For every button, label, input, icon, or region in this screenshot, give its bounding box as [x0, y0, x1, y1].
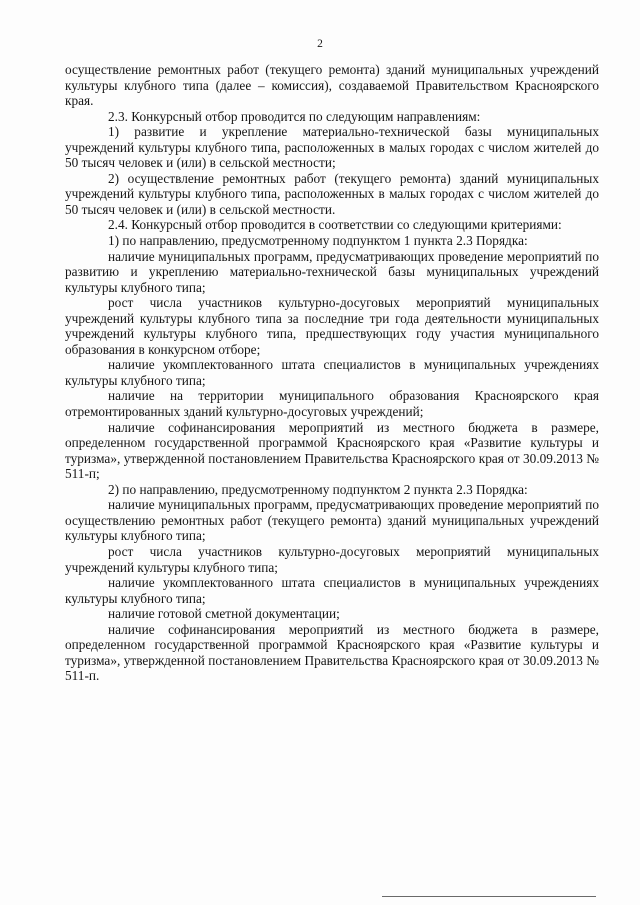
- page-number: 2: [317, 38, 323, 50]
- list-item: 2) осуществление ремонтных работ (текущего ремонта) зданий муниципальных учреждений культуры клубного типа, расположенных в малых городах с числом жителей до 50 тысяч человек и (или) в сельской местности.: [65, 170, 599, 217]
- list-item: 1) по направлению, предусмотренному подпунктом 1 пункта 2.3 Порядка:: [108, 233, 528, 249]
- criterion-item: наличие укомплектованного штата специалистов в муниципальных учреждениях культуры клубного типа;: [65, 575, 599, 606]
- criterion-item: рост числа участников культурно-досуговых мероприятий муниципальных учреждений культуры клубного типа за последние три года деятельности муниципальных учреждений культуры клубного типа, предшествующих году участия муниципального образования в конкурсном отборе;: [65, 295, 599, 357]
- criterion-item: рост числа участников культурно-досуговых мероприятий муниципальных учреждений культуры клубного типа;: [65, 543, 599, 575]
- footer-divider: [382, 896, 596, 897]
- section-heading-2-3: 2.3. Конкурсный отбор проводится по следующим направлениям:: [108, 108, 481, 124]
- list-item: 1) развитие и укрепление материально-технической базы муниципальных учреждений культуры клубного типа, расположенных в малых городах с числом жителей до 50 тысяч человек и (или) в сельской местности;: [65, 124, 599, 171]
- paragraph: осуществление ремонтных работ (текущего ремонта) зданий муниципальных учреждений культуры клубного типа (далее – комиссия), создаваемой Правительством Красноярского края.: [65, 62, 599, 109]
- criterion-item: наличие софинансирования мероприятий из местного бюджета в размере, определенном государственной программой Красноярского края «Развитие культуры и туризма», утвержденной постановлением Правительства Красноярского края от 30.09.2013 № 511-п;: [65, 419, 599, 482]
- criterion-item: наличие софинансирования мероприятий из местного бюджета в размере, определенном государственной программой Красноярского края «Развитие культуры и туризма», утвержденной постановлением Правительства Красноярского края от 30.09.2013 № 511-п.: [65, 621, 599, 684]
- criterion-item: наличие муниципальных программ, предусматривающих проведение мероприятий по осуществлению ремонтных работ (текущего ремонта) зданий муниципальных учреждений культуры клубного типа;: [65, 497, 599, 544]
- criterion-item: наличие муниципальных программ, предусматривающих проведение мероприятий по развитию и укреплению материально-технической базы муниципальных учреждений культуры клубного типа;: [65, 248, 599, 295]
- criterion-item: наличие на территории муниципального образования Красноярского края отремонтированных зданий культурно-досуговых учреждений;: [65, 388, 599, 420]
- list-item: 2) по направлению, предусмотренному подпунктом 2 пункта 2.3 Порядка:: [108, 481, 528, 497]
- criterion-item: наличие укомплектованного штата специалистов в муниципальных учреждениях культуры клубного типа;: [65, 357, 599, 388]
- section-heading-2-4: 2.4. Конкурсный отбор проводится в соответствии со следующими критериями:: [108, 217, 562, 233]
- criterion-item: наличие готовой сметной документации;: [108, 606, 340, 622]
- document-body: [65, 62, 599, 684]
